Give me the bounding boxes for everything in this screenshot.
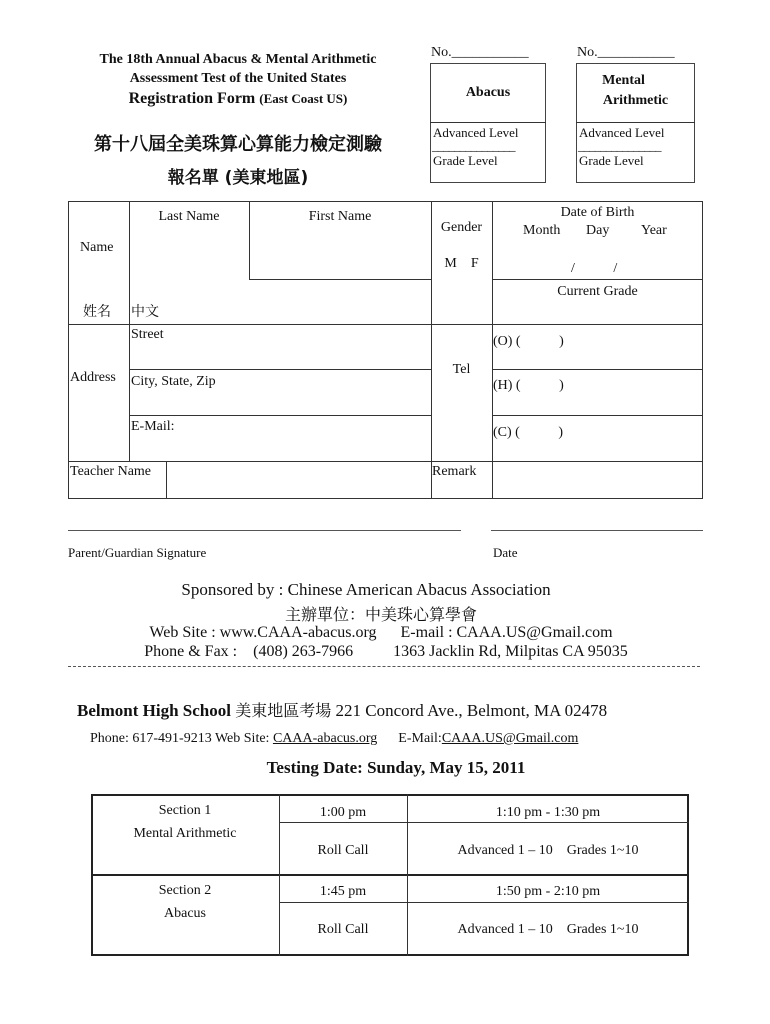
dob-label: Date of Birth [560, 205, 635, 220]
section-2-label: Section 2 [158, 883, 212, 898]
section-1-time: 1:00 pm [319, 805, 367, 820]
abacus-grade-label: Grade Level [433, 153, 498, 168]
chinese-name-label: 中文 [131, 304, 159, 320]
dob-year-label: Year [641, 223, 667, 238]
email-label: E-Mail: [131, 419, 175, 434]
name-label: Name [80, 240, 114, 255]
section-1-roll: Roll Call [317, 843, 369, 858]
section-2-name: Abacus [164, 906, 206, 921]
chinese-title-2: 報名單 (美東地區) [167, 168, 309, 188]
mental-grade-label: Grade Level [579, 153, 644, 168]
abacus-advanced-label: Advanced Level [433, 125, 519, 140]
section-1-levels: Advanced 1 – 10 Grades 1~10 [457, 843, 639, 858]
current-grade-label: Current Grade [557, 284, 638, 299]
chinese-title-1: 第十八屆全美珠算心算能力檢定測驗 [94, 134, 382, 155]
venue-line [77, 698, 607, 721]
registration-form-label: Registration Form [128, 90, 256, 107]
title-line-3 [66, 90, 410, 108]
venue-website-link[interactable]: CAAA-abacus.org [272, 731, 378, 746]
venue-phone: Phone: 617-491-9213 Web Site: [90, 731, 273, 746]
venue-contact [90, 731, 578, 747]
venue-email-prefix: E-Mail: [398, 731, 442, 746]
tel-home[interactable]: (H) ( ) [493, 378, 564, 393]
testing-date: Testing Date: Sunday, May 15, 2011 [266, 758, 526, 777]
venue-school-cn: 美東地區考場 [235, 701, 332, 720]
title-line-1: The 18th Annual Abacus & Mental Arithmetic [99, 52, 377, 67]
dob-slashes[interactable]: / / [571, 261, 618, 276]
tel-cell[interactable]: (C) ( ) [493, 425, 563, 440]
date-label: Date [493, 545, 518, 560]
section-1-range: 1:10 pm - 1:30 pm [495, 805, 601, 820]
city-state-zip-label: City, State, Zip [131, 374, 216, 389]
venue-school: Belmont High School [77, 701, 231, 720]
section-2-range: 1:50 pm - 2:10 pm [495, 884, 601, 899]
venue-address: 221 Concord Ave., Belmont, MA 02478 [335, 701, 608, 720]
sponsor-line-3: Web Site : www.CAAA-abacus.org E-mail : CAAA.US@Gmail.com [149, 624, 613, 641]
venue-email-link[interactable]: CAAA.US@Gmail.com [441, 731, 579, 746]
name-cn-label: 姓名 [83, 304, 111, 320]
date-line[interactable] [491, 530, 703, 531]
mental-number-field[interactable]: No.___________ [577, 45, 675, 60]
last-name-label: Last Name [158, 209, 220, 224]
tel-label: Tel [452, 362, 471, 377]
first-name-label: First Name [308, 209, 372, 224]
sponsor-line-1: Sponsored by : Chinese American Abacus Association [181, 580, 551, 599]
section-2-levels: Advanced 1 – 10 Grades 1~10 [457, 922, 639, 937]
section-2-time: 1:45 pm [319, 884, 367, 899]
sponsor-line-2: 主辦單位：中美珠心算學會 [284, 605, 477, 624]
mental-title-2: Arithmetic [602, 93, 669, 108]
gender-label: Gender [440, 220, 483, 235]
signature-line[interactable] [68, 530, 461, 531]
abacus-advanced-rule[interactable]: _______________ [432, 138, 515, 153]
address-label: Address [70, 370, 116, 385]
tel-office[interactable]: (O) ( ) [493, 334, 564, 349]
abacus-title: Abacus [465, 85, 511, 100]
gender-options[interactable]: M F [444, 256, 479, 271]
remark-label: Remark [432, 464, 477, 479]
mental-title-1: Mental [602, 73, 645, 88]
cut-line [68, 666, 700, 667]
registration-table [68, 201, 703, 499]
section-2-roll: Roll Call [317, 922, 369, 937]
mental-advanced-rule[interactable]: _______________ [578, 138, 661, 153]
title-line-2: Assessment Test of the United States [129, 71, 347, 86]
sponsor-line-4: Phone & Fax : (408) 263-7966 1363 Jacklin Rd, Milpitas CA 95035 [144, 643, 628, 660]
teacher-name-label: Teacher Name [70, 464, 152, 479]
parent-signature-label: Parent/Guardian Signature [68, 545, 207, 560]
east-coast-label: (East Coast US) [259, 91, 348, 106]
dob-month-label: Month [523, 223, 561, 238]
section-1-name: Mental Arithmetic [133, 826, 237, 841]
street-label: Street [131, 327, 164, 342]
mental-advanced-label: Advanced Level [579, 125, 665, 140]
dob-day-label: Day [586, 223, 610, 238]
abacus-number-field[interactable]: No.___________ [431, 45, 529, 60]
section-1-label: Section 1 [158, 803, 212, 818]
